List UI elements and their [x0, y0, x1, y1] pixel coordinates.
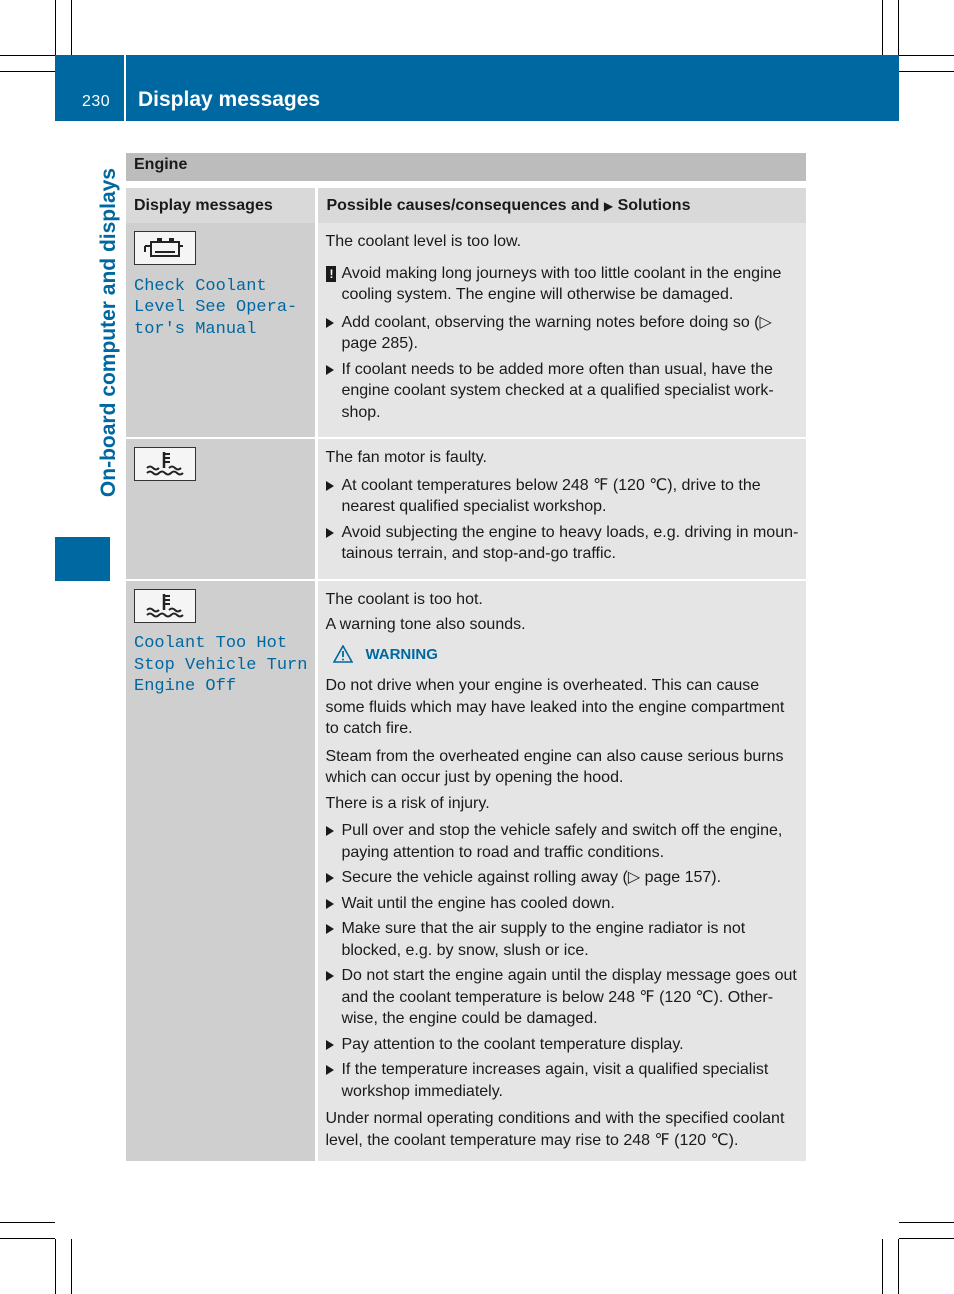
solution-step-text: At coolant temperatures below 248 ℉ (120 ℃), drive to the nearest qualified specialist workshop. [341, 476, 761, 515]
chapter-title: On-board computer and displays [97, 168, 120, 498]
solution-step [325, 893, 799, 915]
solution-step-text: Do not start the engine again until the display message goes out and the coolant temperature is below 248 ℉ (120 ℃). Other-wise, the engine could be damaged. [341, 967, 797, 1027]
crop-mark [899, 1238, 954, 1239]
solution-step [325, 820, 799, 863]
warning-text: Steam from the overheated engine can also cause serious burns which can occur just by opening the hood. [325, 747, 784, 786]
cause-cell [317, 438, 806, 580]
table-row [126, 223, 806, 438]
cause-text: The coolant level is too low. [325, 233, 522, 250]
crop-mark [0, 71, 55, 72]
chapter-tab [55, 537, 110, 581]
warning-heading [333, 644, 799, 666]
solution-step [325, 1034, 799, 1056]
exclamation-icon: ! [326, 266, 336, 282]
cause-text: A warning tone also sounds. [325, 616, 526, 633]
warning-triangle-icon [333, 645, 353, 663]
page-ref-icon: ▷ [759, 313, 772, 331]
display-message-line: tor's Manual [134, 319, 257, 339]
solution-step-text: If coolant needs to be added more often than usual, have the engine coolant system checked at a qualified specialist work-shop. [341, 360, 774, 421]
solution-step [325, 312, 799, 355]
solution-step-text: page 285). [341, 335, 418, 352]
crop-mark [882, 0, 883, 55]
solution-step-text: Avoid subjecting the engine to heavy loads, e.g. driving in moun-tainous terrain, and stop-and-go traffic. [341, 523, 799, 562]
crop-mark [899, 1222, 954, 1223]
crop-mark [55, 0, 56, 55]
solution-step-text: Pull over and stop the vehicle safely and switch off the engine, paying attention to road and traffic conditions. [341, 822, 783, 861]
closing-note: Under normal operating conditions and with the specified coolant level, the coolant temperature may rise to 248 ℉ (120 ℃). [325, 1110, 785, 1149]
crop-mark [0, 1222, 55, 1223]
column-header-causes-label: Possible causes/consequences and [326, 196, 600, 214]
coolant-level-icon [134, 231, 196, 265]
solution-step [325, 1059, 799, 1102]
solution-step [325, 918, 799, 961]
column-header-causes [317, 188, 806, 223]
crop-mark [0, 1238, 55, 1239]
damage-note-text: Avoid making long journeys with too little coolant in the engine cooling system. The engine will otherwise be damaged. [341, 264, 782, 303]
message-cell [126, 438, 317, 580]
crop-mark [899, 55, 954, 56]
warning-text: There is a risk of injury. [325, 794, 490, 812]
crop-mark [71, 1239, 72, 1294]
message-cell [126, 580, 317, 1162]
solution-step-text: Secure the vehicle against rolling away ( [341, 869, 628, 886]
solution-step-text: Wait until the engine has cooled down. [341, 894, 615, 912]
solution-step [325, 867, 799, 889]
crop-mark [898, 0, 899, 55]
table-row [126, 580, 806, 1162]
table-header-row [126, 188, 806, 223]
solution-step-text: If the temperature increases again, visit a qualified specialist workshop immediately. [341, 1061, 769, 1100]
cause-text: The coolant is too hot. [325, 590, 483, 608]
display-message-line: Level See Opera- [134, 298, 298, 317]
solution-step-text: Make sure that the air supply to the engine radiator is not blocked, e.g. by snow, slush or ice. [341, 920, 746, 959]
solution-step [325, 475, 799, 518]
crop-mark [71, 0, 72, 55]
display-messages-table [126, 188, 806, 1161]
solution-step [325, 965, 799, 1030]
coolant-temperature-icon [134, 447, 196, 481]
column-header-messages: Display messages [126, 188, 317, 223]
warning-label: WARNING [365, 645, 438, 663]
damage-note [325, 263, 799, 306]
cause-text: The fan motor is faulty. [325, 449, 487, 466]
display-message-line: Stop Vehicle Turn [134, 655, 308, 675]
cause-cell [317, 223, 806, 438]
crop-mark [882, 1239, 883, 1294]
coolant-temperature-icon [134, 589, 196, 623]
header-divider [124, 55, 126, 121]
crop-mark [898, 1239, 899, 1294]
message-cell [126, 223, 317, 438]
display-message-line: Engine Off [134, 677, 237, 696]
page-number: 230 [82, 93, 111, 110]
display-message-line: Check Coolant [134, 276, 267, 296]
crop-mark [0, 55, 55, 56]
crop-mark [899, 71, 954, 72]
warning-text: Do not drive when your engine is overheated. This can cause some fluids which may have leaked into the engine compartment to catch fire. [325, 677, 785, 737]
cause-cell [317, 580, 806, 1162]
page-ref-icon: ▷ [627, 869, 641, 886]
display-message-line: Coolant Too Hot [134, 634, 288, 653]
solution-step-text: Pay attention to the coolant temperature display. [341, 1035, 684, 1053]
column-header-solutions-label: Solutions [617, 196, 691, 214]
solution-step-text: page 157). [640, 869, 722, 886]
arrow-right-icon: ▶ [603, 198, 614, 213]
table-row [126, 438, 806, 580]
section-header [126, 153, 806, 181]
solution-step [325, 359, 799, 424]
solution-step-text: Add coolant, observing the warning notes before doing so ( [341, 313, 760, 331]
section-title: Engine [134, 156, 188, 173]
crop-mark [55, 1239, 56, 1294]
solution-step [325, 522, 799, 565]
page-title: Display messages [138, 88, 321, 111]
